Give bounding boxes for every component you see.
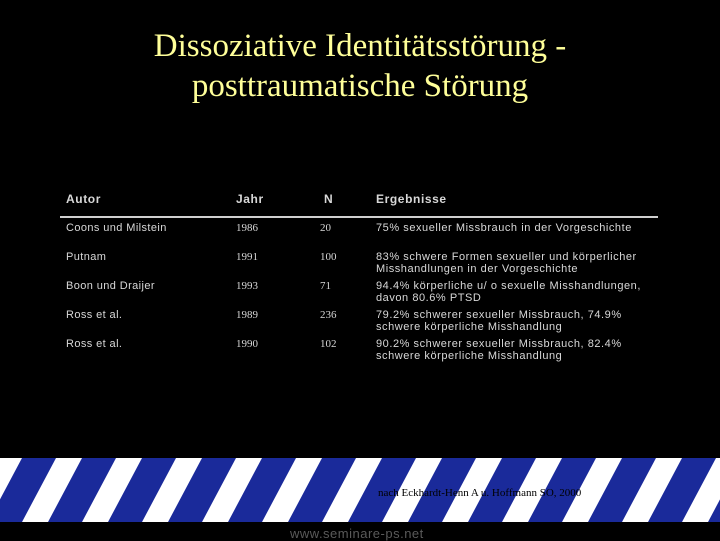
cell-ergebnisse	[376, 251, 666, 275]
stripe	[228, 458, 296, 522]
cell-n: 236	[320, 309, 337, 321]
cell-ergebnisse-line: 79.2% schwerer sexueller Missbrauch, 74.9%	[376, 309, 622, 321]
cell-autor: Boon und Draijer	[66, 280, 155, 292]
stripe	[288, 458, 356, 522]
header-divider	[60, 216, 658, 218]
cell-autor: Ross et al.	[66, 309, 123, 321]
cell-jahr: 1993	[236, 280, 258, 292]
decorative-stripe-band	[0, 458, 720, 522]
cell-autor: Ross et al.	[66, 338, 123, 350]
table-row	[60, 251, 660, 280]
footer-url: www.seminare-ps.net	[290, 526, 424, 541]
cell-ergebnisse-line: schwere körperliche Misshandlung	[376, 350, 563, 362]
source-citation: nach Eckhardt-Henn A u. Hoffmann SO, 2000	[378, 487, 582, 499]
header-autor: Autor	[66, 192, 101, 206]
cell-jahr: 1986	[236, 222, 258, 234]
cell-n: 71	[320, 280, 331, 292]
stripe	[48, 458, 116, 522]
cell-autor: Coons und Milstein	[66, 222, 167, 234]
cell-ergebnisse	[376, 280, 666, 304]
cell-jahr: 1990	[236, 338, 258, 350]
cell-autor: Putnam	[66, 251, 107, 263]
cell-ergebnisse-line: Misshandlungen in der Vorgeschichte	[376, 263, 579, 275]
cell-jahr: 1989	[236, 309, 258, 321]
slide-title-line-2: posttraumatische Störung	[191, 68, 529, 104]
cell-n: 20	[320, 222, 331, 234]
header-ergebnisse: Ergebnisse	[376, 192, 447, 206]
cell-n: 100	[320, 251, 337, 263]
cell-ergebnisse-line: 90.2% schwerer sexueller Missbrauch, 82.4%	[376, 338, 622, 350]
slide-title	[0, 26, 720, 106]
cell-n: 102	[320, 338, 337, 350]
stripe	[588, 458, 656, 522]
stripe	[0, 458, 56, 522]
table-header	[60, 186, 660, 214]
cell-jahr: 1991	[236, 251, 258, 263]
cell-ergebnisse	[376, 338, 666, 362]
stripe	[168, 458, 236, 522]
cell-ergebnisse-line: 94.4% körperliche u/ o sexuelle Misshandlungen,	[376, 280, 641, 292]
header-n: N	[324, 192, 334, 206]
cell-ergebnisse-line: davon 80.6% PTSD	[376, 292, 482, 304]
cell-ergebnisse	[376, 222, 666, 234]
header-jahr: Jahr	[236, 192, 264, 206]
diagonal-stripes	[0, 458, 720, 522]
table-row	[60, 222, 660, 251]
table-row	[60, 309, 660, 338]
slide-title-line-1: Dissoziative Identitätsstörung -	[153, 28, 567, 64]
cell-ergebnisse	[376, 309, 666, 333]
cell-ergebnisse-line: 83% schwere Formen sexueller und körperlicher	[376, 251, 637, 263]
cell-ergebnisse-line: 75% sexueller Missbrauch in der Vorgeschichte	[376, 222, 632, 234]
table-row	[60, 280, 660, 309]
stripe	[648, 458, 716, 522]
stripe	[108, 458, 176, 522]
cell-ergebnisse-line: schwere körperliche Misshandlung	[376, 321, 563, 333]
table-row	[60, 338, 660, 367]
studies-table	[60, 186, 660, 362]
